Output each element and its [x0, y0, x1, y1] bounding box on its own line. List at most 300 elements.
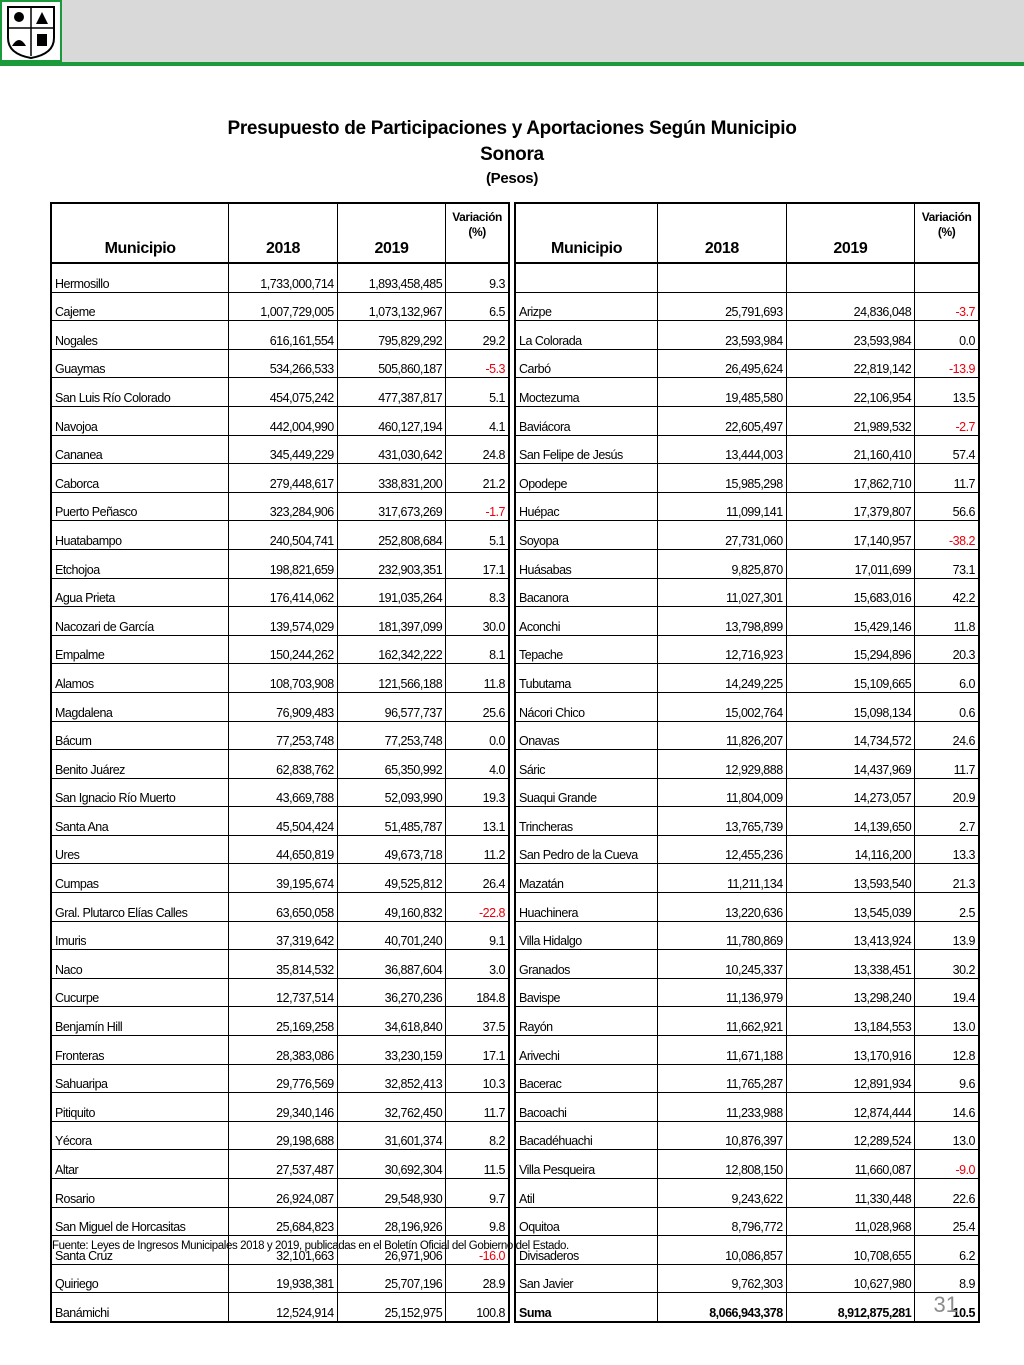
table-header-row	[515, 203, 979, 263]
value-2019-cell: 17,862,710	[786, 464, 915, 493]
value-2019-cell: 25,707,196	[337, 1264, 445, 1293]
municipio-cell: Rayón	[515, 1007, 658, 1036]
municipio-cell: Tubutama	[515, 664, 658, 693]
variation-cell: 13.3	[915, 835, 979, 864]
value-2019-cell: 14,139,650	[786, 807, 915, 836]
municipio-cell: San Javier	[515, 1264, 658, 1293]
table-row	[515, 464, 979, 493]
municipio-cell: Guaymas	[51, 349, 229, 378]
municipio-cell: Granados	[515, 950, 658, 979]
value-2019-cell: 15,429,146	[786, 607, 915, 636]
table-row	[51, 921, 509, 950]
value-2018-cell: 279,448,617	[229, 464, 337, 493]
table-row	[515, 1236, 979, 1265]
variation-cell: 14.6	[915, 1093, 979, 1122]
table-row	[515, 1093, 979, 1122]
variation-cell: 8.3	[446, 578, 509, 607]
variation-cell: 100.8	[446, 1293, 509, 1322]
municipio-cell: La Colorada	[515, 321, 658, 350]
value-2019-cell: 338,831,200	[337, 464, 445, 493]
table-row	[51, 378, 509, 407]
municipio-cell: Bácum	[51, 721, 229, 750]
total-row	[515, 1293, 979, 1322]
value-2018-cell: 11,804,009	[658, 778, 787, 807]
municipio-cell: Sáric	[515, 750, 658, 779]
value-2019-cell: 22,106,954	[786, 378, 915, 407]
variation-cell: 11.8	[446, 664, 509, 693]
value-2019-cell: 11,028,968	[786, 1207, 915, 1236]
table-row	[51, 549, 509, 578]
value-2019-cell: 96,577,737	[337, 692, 445, 721]
variation-cell: 11.8	[915, 607, 979, 636]
value-2019-cell: 65,350,992	[337, 750, 445, 779]
municipio-cell: Atil	[515, 1179, 658, 1208]
value-2018-cell: 176,414,062	[229, 578, 337, 607]
municipio-cell: Alamos	[51, 664, 229, 693]
table-row	[515, 349, 979, 378]
value-2018-cell: 29,776,569	[229, 1064, 337, 1093]
table-row	[51, 893, 509, 922]
table-row	[51, 1150, 509, 1179]
value-2018-cell: 10,876,397	[658, 1121, 787, 1150]
value-2018-cell: 29,198,688	[229, 1121, 337, 1150]
value-2018-cell: 13,765,739	[658, 807, 787, 836]
variation-cell: 13.0	[915, 1121, 979, 1150]
variation-cell: 24.8	[446, 435, 509, 464]
variation-cell: 4.1	[446, 406, 509, 435]
value-2018-cell: 19,485,580	[658, 378, 787, 407]
table-row	[515, 1207, 979, 1236]
value-2018-cell: 62,838,762	[229, 750, 337, 779]
municipio-cell: Aconchi	[515, 607, 658, 636]
value-2019-cell: 191,035,264	[337, 578, 445, 607]
value-2019-cell: 11,330,448	[786, 1179, 915, 1208]
table-row	[515, 1064, 979, 1093]
value-2019-cell: 431,030,642	[337, 435, 445, 464]
col-header-2019: 2019	[786, 203, 915, 263]
variation-cell: -5.3	[446, 349, 509, 378]
municipio-cell: Pitiquito	[51, 1093, 229, 1122]
value-2018-cell: 11,780,869	[658, 921, 787, 950]
table-body-left	[51, 263, 509, 1322]
col-header-municipio: Municipio	[515, 203, 658, 263]
table-row	[51, 435, 509, 464]
value-2018-cell: 1,007,729,005	[229, 292, 337, 321]
unit-label: (Pesos)	[485, 170, 539, 187]
municipalities-table-left	[50, 202, 510, 1323]
value-2019-cell: 1,073,132,967	[337, 292, 445, 321]
value-2018-cell: 8,796,772	[658, 1207, 787, 1236]
variation-cell: 2.7	[915, 807, 979, 836]
variation-cell: 21.2	[446, 464, 509, 493]
municipio-cell: Puerto Peñasco	[51, 492, 229, 521]
municipio-cell: Moctezuma	[515, 378, 658, 407]
municipio-cell: Onavas	[515, 721, 658, 750]
value-2018-cell: 32,101,663	[229, 1236, 337, 1265]
table-row	[515, 578, 979, 607]
value-2018-cell: 43,669,788	[229, 778, 337, 807]
table-row	[515, 664, 979, 693]
variation-cell: 10.3	[446, 1064, 509, 1093]
variacion-label: Variación	[452, 210, 502, 224]
value-2019-cell: 162,342,222	[337, 635, 445, 664]
value-2018-cell: 11,662,921	[658, 1007, 787, 1036]
variation-cell: -22.8	[446, 893, 509, 922]
variation-cell: 9.1	[446, 921, 509, 950]
value-2018-cell: 9,762,303	[658, 1264, 787, 1293]
municipio-cell: Cumpas	[51, 864, 229, 893]
variation-cell: 0.6	[915, 692, 979, 721]
value-2018-cell: 616,161,554	[229, 321, 337, 350]
variation-cell: 11.7	[915, 750, 979, 779]
municipio-cell: Cajeme	[51, 292, 229, 321]
table-row	[515, 1264, 979, 1293]
municipio-cell: Naco	[51, 950, 229, 979]
table-row	[515, 807, 979, 836]
table-row	[51, 807, 509, 836]
variation-cell: 19.3	[446, 778, 509, 807]
municipio-cell: Benjamín Hill	[51, 1007, 229, 1036]
table-row	[515, 378, 979, 407]
variation-cell: 25.4	[915, 1207, 979, 1236]
municipio-cell: Mazatán	[515, 864, 658, 893]
table-row	[51, 1093, 509, 1122]
value-2018-cell: 139,574,029	[229, 607, 337, 636]
table-row	[515, 292, 979, 321]
value-2018-cell: 15,002,764	[658, 692, 787, 721]
municipio-cell: Hermosillo	[51, 263, 229, 292]
source-note: Fuente: Leyes de Ingresos Municipales 2018 y 2019, publicadas en el Boletín Oficial del Gobierno del Estado.	[52, 1240, 569, 1252]
table-row	[515, 263, 979, 292]
table-row	[51, 750, 509, 779]
variation-cell: 30.0	[446, 607, 509, 636]
municipio-cell: Rosario	[51, 1179, 229, 1208]
variation-cell: 6.5	[446, 292, 509, 321]
table-row	[515, 321, 979, 350]
municipio-cell: Banámichi	[51, 1293, 229, 1322]
page-title: Presupuesto de Participaciones y Aportaciones Según Municipio	[227, 118, 797, 139]
value-2018-cell: 12,716,923	[658, 635, 787, 664]
table-row	[51, 778, 509, 807]
value-2018-cell: 11,826,207	[658, 721, 787, 750]
value-2018-cell: 77,253,748	[229, 721, 337, 750]
value-2019-cell: 12,874,444	[786, 1093, 915, 1122]
municipio-cell: Villa Pesqueira	[515, 1150, 658, 1179]
table-row	[51, 978, 509, 1007]
value-2018-cell: 11,765,287	[658, 1064, 787, 1093]
value-2018-cell: 22,605,497	[658, 406, 787, 435]
value-2019-cell: 10,708,655	[786, 1236, 915, 1265]
variation-cell: 9.6	[915, 1064, 979, 1093]
variation-cell: -2.7	[915, 406, 979, 435]
value-2019-cell: 17,011,699	[786, 549, 915, 578]
table-row	[515, 549, 979, 578]
variation-cell: -9.0	[915, 1150, 979, 1179]
value-2019-cell: 52,093,990	[337, 778, 445, 807]
table-row	[51, 349, 509, 378]
value-2019-cell: 13,298,240	[786, 978, 915, 1007]
value-2019-cell: 317,673,269	[337, 492, 445, 521]
table-row	[515, 521, 979, 550]
table-row	[515, 893, 979, 922]
variation-cell: 13.5	[915, 378, 979, 407]
value-2018-cell: 150,244,262	[229, 635, 337, 664]
municipio-cell: Nogales	[51, 321, 229, 350]
value-2019-cell: 25,152,975	[337, 1293, 445, 1322]
value-2019-cell: 30,692,304	[337, 1150, 445, 1179]
value-2018-cell: 35,814,532	[229, 950, 337, 979]
value-2019-cell: 14,734,572	[786, 721, 915, 750]
variacion-unit: (%)	[937, 225, 956, 239]
table-body-right	[515, 263, 979, 1322]
value-2018-cell: 323,284,906	[229, 492, 337, 521]
variation-cell: 11.7	[446, 1093, 509, 1122]
value-2019-cell: 14,273,057	[786, 778, 915, 807]
variation-cell: 29.2	[446, 321, 509, 350]
municipio-cell: San Pedro de la Cueva	[515, 835, 658, 864]
col-header-variacion	[446, 203, 509, 263]
municipio-cell: Quiriego	[51, 1264, 229, 1293]
value-2019-cell: 77,253,748	[337, 721, 445, 750]
coat-of-arms-icon	[4, 4, 58, 60]
municipio-cell: Divisaderos	[515, 1236, 658, 1265]
table-row	[515, 1121, 979, 1150]
value-2018-cell: 44,650,819	[229, 835, 337, 864]
value-2018-cell: 454,075,242	[229, 378, 337, 407]
variation-cell: 3.0	[446, 950, 509, 979]
value-2018-cell: 11,233,988	[658, 1093, 787, 1122]
table-row	[515, 607, 979, 636]
col-header-2018: 2018	[229, 203, 337, 263]
value-2018-cell: 240,504,741	[229, 521, 337, 550]
value-2019-cell: 232,903,351	[337, 549, 445, 578]
variation-cell: 19.4	[915, 978, 979, 1007]
table-row	[515, 978, 979, 1007]
variation-cell: 56.6	[915, 492, 979, 521]
value-2018-cell: 76,909,483	[229, 692, 337, 721]
variation-cell: -38.2	[915, 521, 979, 550]
value-2018-cell: 11,136,979	[658, 978, 787, 1007]
table-row	[515, 921, 979, 950]
value-2018-cell: 27,731,060	[658, 521, 787, 550]
municipio-cell: Imuris	[51, 921, 229, 950]
municipio-cell: Opodepe	[515, 464, 658, 493]
municipio-cell: Agua Prieta	[51, 578, 229, 607]
value-2018-cell: 13,444,003	[658, 435, 787, 464]
table-row	[51, 464, 509, 493]
variation-cell: 21.3	[915, 864, 979, 893]
value-2018-cell: 19,938,381	[229, 1264, 337, 1293]
value-2019-cell: 1,893,458,485	[337, 263, 445, 292]
municipio-cell: Nacozari de García	[51, 607, 229, 636]
variation-cell	[915, 263, 979, 292]
variation-cell: 9.8	[446, 1207, 509, 1236]
variation-cell: 9.7	[446, 1179, 509, 1208]
municipio-cell: Fronteras	[51, 1036, 229, 1065]
variation-cell: -13.9	[915, 349, 979, 378]
col-header-2018: 2018	[658, 203, 787, 263]
value-2019-cell: 13,338,451	[786, 950, 915, 979]
variation-cell: 6.0	[915, 664, 979, 693]
table-row	[515, 1036, 979, 1065]
municipio-cell: Nácori Chico	[515, 692, 658, 721]
variation-cell: -16.0	[446, 1236, 509, 1265]
municipio-cell: Cucurpe	[51, 978, 229, 1007]
value-2019-cell: 15,294,896	[786, 635, 915, 664]
table-row	[51, 292, 509, 321]
value-2019-cell: 12,289,524	[786, 1121, 915, 1150]
value-2019-cell: 36,270,236	[337, 978, 445, 1007]
table-row	[51, 521, 509, 550]
value-2019-cell: 49,673,718	[337, 835, 445, 864]
value-2019-cell: 51,485,787	[337, 807, 445, 836]
value-2019-cell: 49,160,832	[337, 893, 445, 922]
value-2018-cell: 11,671,188	[658, 1036, 787, 1065]
value-2018-cell: 10,245,337	[658, 950, 787, 979]
value-2019-cell: 505,860,187	[337, 349, 445, 378]
value-2019-cell: 13,413,924	[786, 921, 915, 950]
variacion-unit: (%)	[468, 225, 486, 239]
value-2018-cell: 345,449,229	[229, 435, 337, 464]
value-2019-cell: 13,593,540	[786, 864, 915, 893]
municipio-cell: Huachinera	[515, 893, 658, 922]
value-2019-cell: 11,660,087	[786, 1150, 915, 1179]
value-2019-cell: 21,160,410	[786, 435, 915, 464]
value-2018-cell: 8,066,943,378	[658, 1293, 787, 1322]
value-2018-cell: 25,791,693	[658, 292, 787, 321]
value-2018-cell	[658, 263, 787, 292]
municipio-cell: Cananea	[51, 435, 229, 464]
value-2019-cell: 795,829,292	[337, 321, 445, 350]
value-2019-cell: 32,852,413	[337, 1064, 445, 1093]
variation-cell: 20.3	[915, 635, 979, 664]
table-row	[51, 263, 509, 292]
value-2018-cell: 13,220,636	[658, 893, 787, 922]
value-2019-cell: 15,109,665	[786, 664, 915, 693]
municipio-cell: Gral. Plutarco Elías Calles	[51, 893, 229, 922]
municipio-cell: Bacadéhuachi	[515, 1121, 658, 1150]
variation-cell: 12.8	[915, 1036, 979, 1065]
value-2019-cell: 13,545,039	[786, 893, 915, 922]
value-2018-cell: 14,249,225	[658, 664, 787, 693]
variation-cell: 37.5	[446, 1007, 509, 1036]
municipio-cell: Yécora	[51, 1121, 229, 1150]
municipio-cell: Villa Hidalgo	[515, 921, 658, 950]
table-row	[51, 607, 509, 636]
value-2019-cell: 8,912,875,281	[786, 1293, 915, 1322]
value-2019-cell: 17,379,807	[786, 492, 915, 521]
table-row	[51, 835, 509, 864]
table-row	[51, 721, 509, 750]
variation-cell: 9.3	[446, 263, 509, 292]
municipio-cell: Baviácora	[515, 406, 658, 435]
table-row	[51, 1064, 509, 1093]
value-2018-cell: 10,086,857	[658, 1236, 787, 1265]
value-2018-cell: 29,340,146	[229, 1093, 337, 1122]
municipio-cell: Trincheras	[515, 807, 658, 836]
table-row	[51, 664, 509, 693]
table-row	[51, 578, 509, 607]
municipio-cell: Bacanora	[515, 578, 658, 607]
value-2018-cell: 11,027,301	[658, 578, 787, 607]
table-row	[51, 1264, 509, 1293]
municipio-cell: Altar	[51, 1150, 229, 1179]
table-row	[51, 321, 509, 350]
value-2019-cell: 34,618,840	[337, 1007, 445, 1036]
variacion-label: Variación	[921, 210, 972, 224]
table-row	[51, 635, 509, 664]
municipio-cell: Oquitoa	[515, 1207, 658, 1236]
page-number: 31	[933, 1292, 958, 1317]
variation-cell: 17.1	[446, 549, 509, 578]
variation-cell: 11.5	[446, 1150, 509, 1179]
table-header-row	[51, 203, 509, 263]
value-2019-cell: 12,891,934	[786, 1064, 915, 1093]
table-row	[51, 950, 509, 979]
value-2019-cell: 14,437,969	[786, 750, 915, 779]
variation-cell: 184.8	[446, 978, 509, 1007]
variation-cell: 30.2	[915, 950, 979, 979]
value-2018-cell: 37,319,642	[229, 921, 337, 950]
variation-cell: 5.1	[446, 521, 509, 550]
municipio-cell: Arivechi	[515, 1036, 658, 1065]
value-2019-cell: 29,548,930	[337, 1179, 445, 1208]
municipio-cell: Huatabampo	[51, 521, 229, 550]
municipio-cell: Etchojoa	[51, 549, 229, 578]
municipio-cell: Carbó	[515, 349, 658, 378]
table-row	[515, 835, 979, 864]
value-2019-cell: 40,701,240	[337, 921, 445, 950]
value-2018-cell: 45,504,424	[229, 807, 337, 836]
value-2018-cell: 12,808,150	[658, 1150, 787, 1179]
value-2018-cell: 11,211,134	[658, 864, 787, 893]
col-header-municipio: Municipio	[51, 203, 229, 263]
table-row	[51, 1007, 509, 1036]
value-2019-cell: 477,387,817	[337, 378, 445, 407]
value-2019-cell: 32,762,450	[337, 1093, 445, 1122]
municipio-cell: San Felipe de Jesús	[515, 435, 658, 464]
table-row	[51, 1207, 509, 1236]
table-row	[515, 778, 979, 807]
table-row	[515, 950, 979, 979]
value-2018-cell: 442,004,990	[229, 406, 337, 435]
table-row	[51, 492, 509, 521]
municipio-cell: Arizpe	[515, 292, 658, 321]
value-2019-cell: 181,397,099	[337, 607, 445, 636]
value-2018-cell: 12,455,236	[658, 835, 787, 864]
value-2019-cell: 33,230,159	[337, 1036, 445, 1065]
value-2018-cell: 9,825,870	[658, 549, 787, 578]
value-2019-cell	[786, 263, 915, 292]
table-row	[515, 750, 979, 779]
table-row	[51, 406, 509, 435]
variation-cell: 24.6	[915, 721, 979, 750]
variation-cell: 42.2	[915, 578, 979, 607]
value-2018-cell: 27,537,487	[229, 1150, 337, 1179]
value-2019-cell: 26,971,906	[337, 1236, 445, 1265]
variation-cell: 73.1	[915, 549, 979, 578]
municipio-cell: Bacoachi	[515, 1093, 658, 1122]
municipio-cell: Suma	[515, 1293, 658, 1322]
municipio-cell: Magdalena	[51, 692, 229, 721]
table-row	[515, 721, 979, 750]
municipio-cell: Tepache	[515, 635, 658, 664]
municipio-cell: San Luis Río Colorado	[51, 378, 229, 407]
variation-cell: 22.6	[915, 1179, 979, 1208]
value-2018-cell: 534,266,533	[229, 349, 337, 378]
variation-cell: -3.7	[915, 292, 979, 321]
variation-cell: 8.2	[446, 1121, 509, 1150]
